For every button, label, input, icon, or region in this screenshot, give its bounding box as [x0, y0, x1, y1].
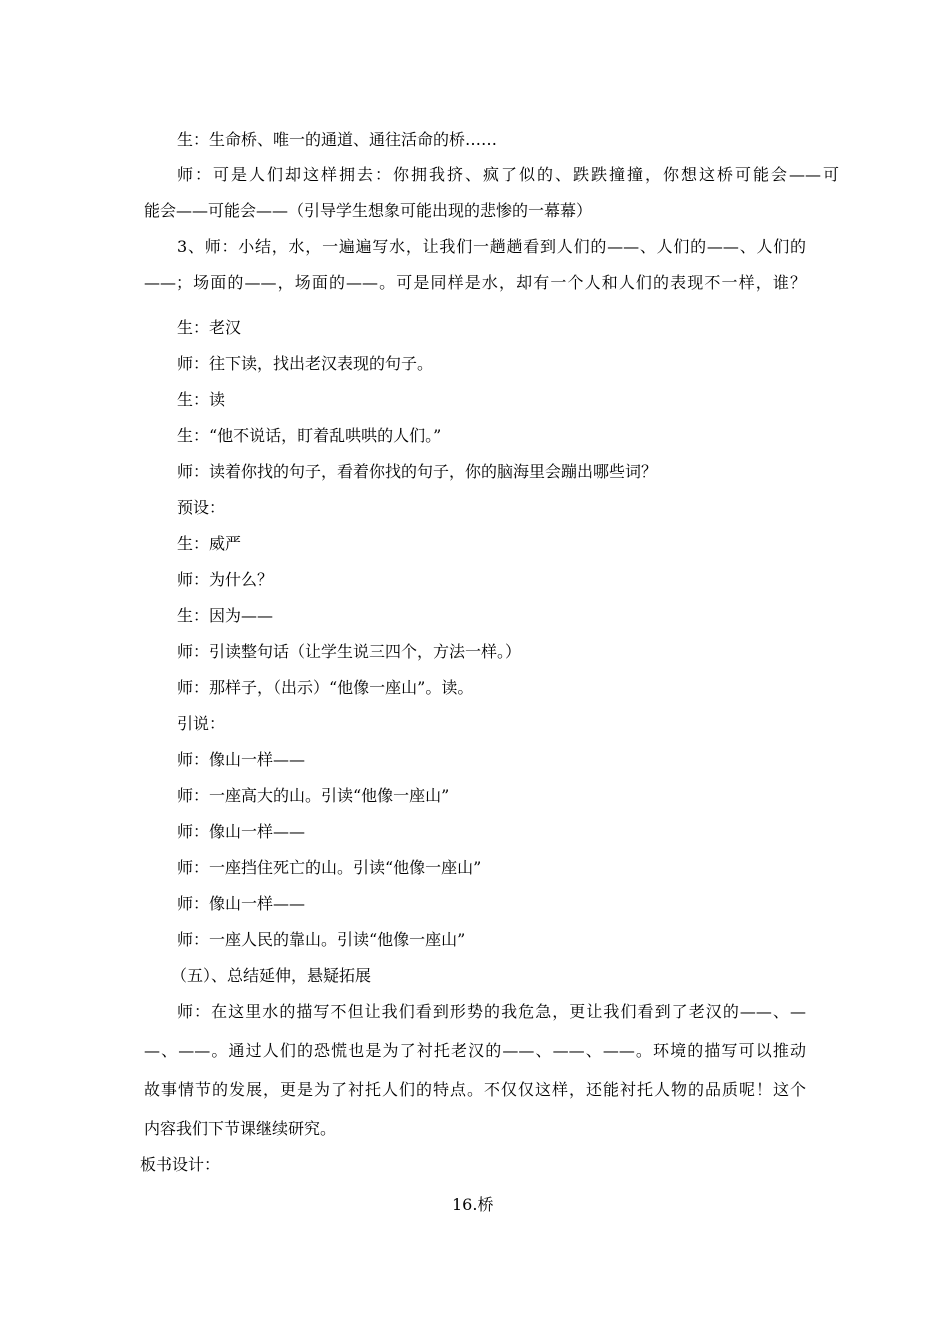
text-line: 生：读: [177, 390, 226, 409]
text-line: 能会——可能会——（引导学生想象可能出现的悲惨的一幕幕）: [144, 201, 593, 220]
text-line: 预设：: [177, 498, 226, 517]
text-line: 生：老汉: [177, 318, 242, 337]
text-line: ——；场面的——，场面的——。可是同样是水，却有一个人和人们的表现不一样，谁？: [144, 273, 806, 292]
text-line: 师：一座挡住死亡的山。引读“他像一座山”: [177, 858, 482, 877]
text-line: 师：读着你找的句子，看着你找的句子，你的脑海里会蹦出哪些词？: [177, 462, 658, 481]
text-line: 3、师：小结，水，一遍遍写水，让我们一趟趟看到人们的——、人们的——、人们的: [177, 237, 806, 256]
text-line: —、——。通过人们的恐慌也是为了衬托老汉的——、——、——。环境的描写可以推动: [144, 1041, 806, 1060]
board-title: 16.桥: [452, 1195, 494, 1214]
section-heading: （五）、总结延伸，悬疑拓展: [171, 966, 372, 985]
text-line: 生：威严: [177, 534, 242, 553]
text-line: 生：生命桥、唯一的通道、通往活命的桥……: [177, 130, 498, 149]
text-line: 师：一座人民的靠山。引读“他像一座山”: [177, 930, 466, 949]
text-line: 师：为什么？: [177, 570, 274, 589]
text-line: 引说：: [177, 714, 226, 733]
text-line: 生：因为——: [177, 606, 274, 625]
text-line: 师：一座高大的山。引读“他像一座山”: [177, 786, 450, 805]
text-line: 师：在这里水的描写不但让我们看到形势的我危急，更让我们看到了老汉的——、—: [177, 1002, 806, 1021]
text-line: 师：往下读，找出老汉表现的句子。: [177, 354, 434, 373]
text-line: 师：像山一样——: [177, 894, 306, 913]
text-line: 师：引读整句话（让学生说三四个，方法一样。）: [177, 642, 522, 661]
text-line: 师：可是人们却这样拥去：你拥我挤、疯了似的、跌跌撞撞，你想这桥可能会——可: [177, 165, 839, 184]
text-line: 师：像山一样——: [177, 822, 306, 841]
text-line: 师：像山一样——: [177, 750, 306, 769]
text-line: 师：那样子，（出示）“他像一座山”。读。: [177, 678, 474, 697]
text-line: 内容我们下节课继续研究。: [144, 1119, 337, 1138]
text-line: 故事情节的发展，更是为了衬托人们的特点。不仅仅这样，还能衬托人物的品质呢！这个: [144, 1080, 806, 1099]
board-design-label: 板书设计：: [140, 1155, 221, 1174]
text-line: 生：“他不说话，盯着乱哄哄的人们。”: [177, 426, 442, 445]
